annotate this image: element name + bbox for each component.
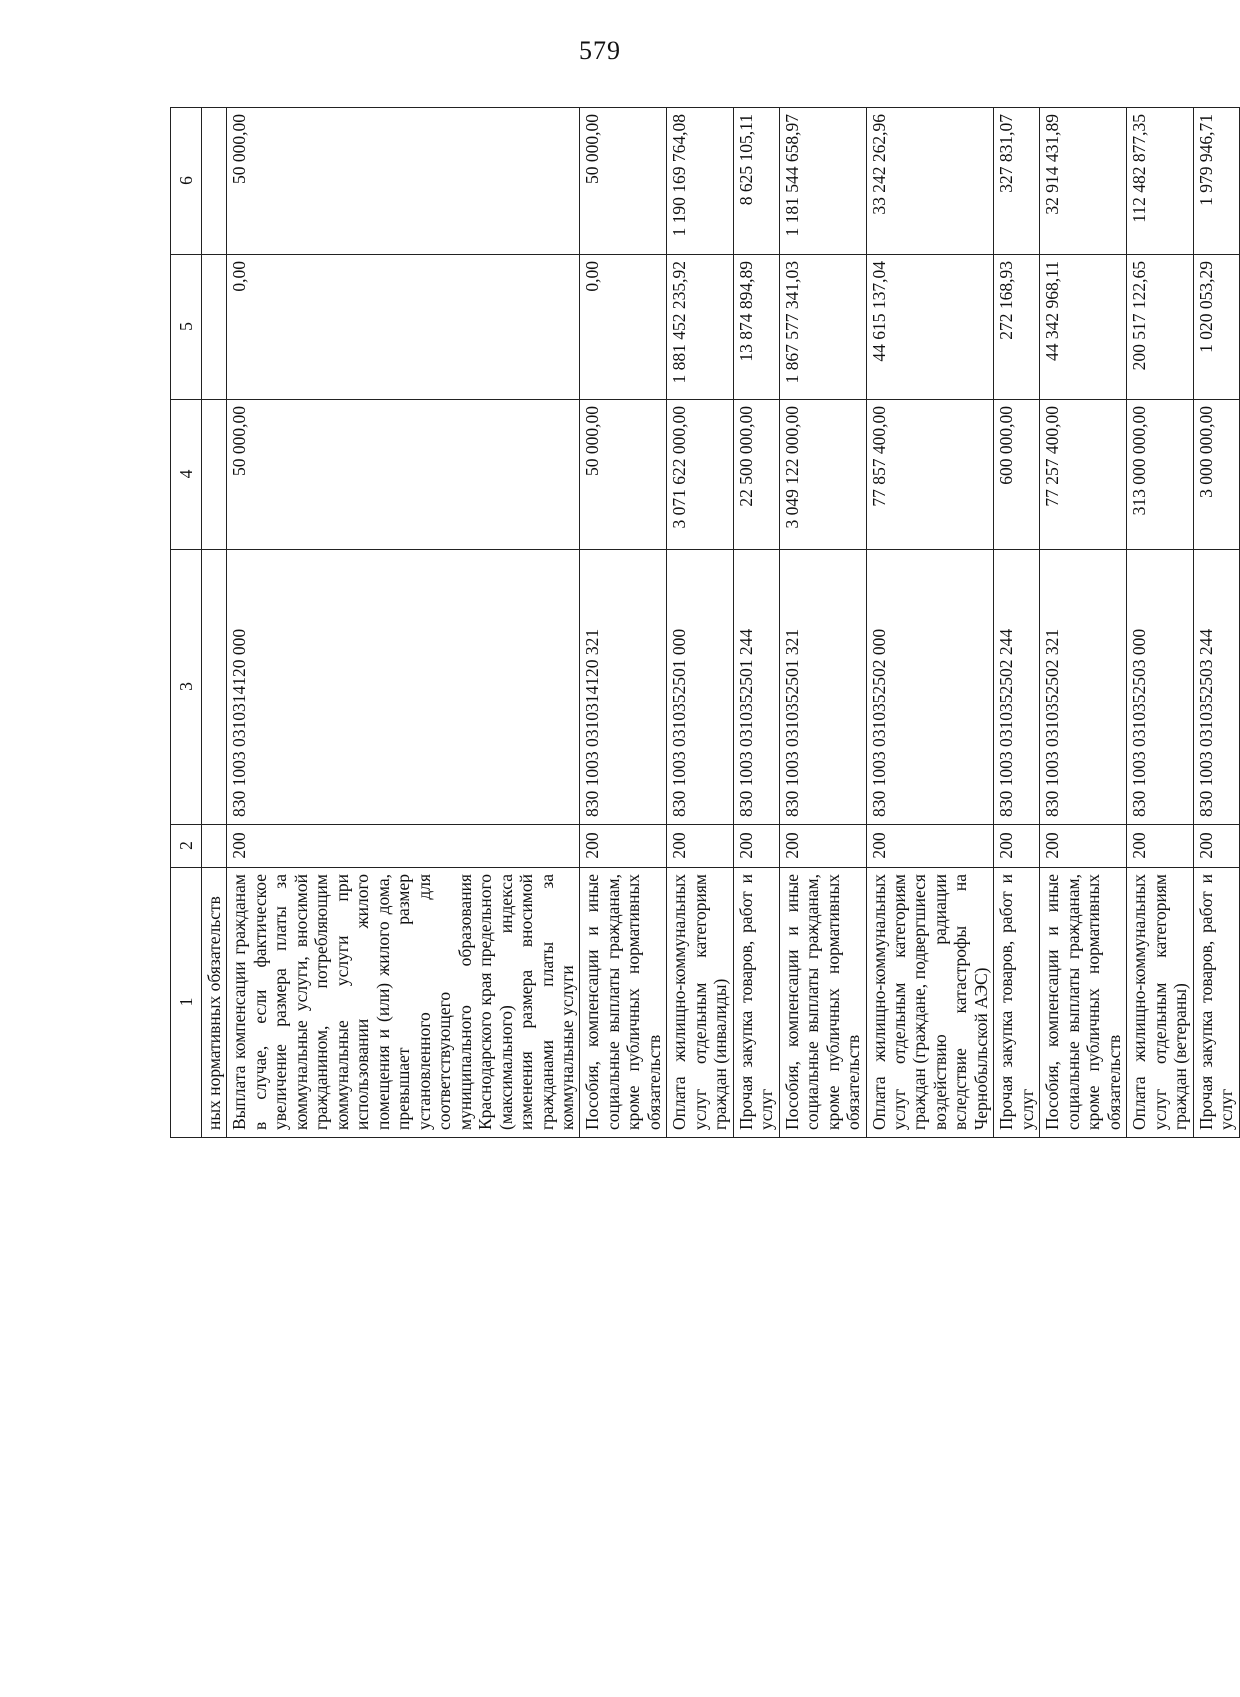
row-executed-amount-cell: 1 020 053,29: [1193, 255, 1239, 400]
row-description-cell: Прочая закупка товаров, работ и услуг: [1193, 868, 1239, 1138]
table-row: [779, 108, 866, 1138]
table-row: [227, 108, 580, 1138]
row-line-code-cell: 200: [866, 825, 994, 868]
row-line-code-cell: 200: [1040, 825, 1127, 868]
column-header-1: 1: [171, 868, 202, 1138]
row-approved-amount-cell: 3 000 000,00: [1193, 400, 1239, 550]
table-row: [202, 108, 227, 1138]
column-header-4: 4: [171, 400, 202, 550]
row-line-code-cell: 200: [779, 825, 866, 868]
row-description-cell: Прочая закупка товаров, работ и услуг: [994, 868, 1040, 1138]
row-budget-code-cell: 830 1003 0310352501 321: [779, 550, 866, 825]
table-row: [580, 108, 667, 1138]
row-description-cell: Оплата жилищно-коммунальных услуг отдельным категориям граждан (ветераны): [1127, 868, 1193, 1138]
table-row: [1040, 108, 1127, 1138]
column-header-6: 6: [171, 108, 202, 255]
row-approved-amount-cell: 77 257 400,00: [1040, 400, 1127, 550]
row-executed-amount-cell: 44 615 137,04: [866, 255, 994, 400]
row-remaining-amount-cell: 50 000,00: [227, 108, 580, 255]
row-description-cell: Пособия, компенсации и иные социальные выплаты гражданам, кроме публичных нормативных обязательств: [779, 868, 866, 1138]
row-executed-amount-cell: 0,00: [227, 255, 580, 400]
row-executed-amount-cell: 1 881 452 235,92: [667, 255, 733, 400]
column-header-3: 3: [171, 550, 202, 825]
row-remaining-amount-cell: 327 831,07: [994, 108, 1040, 255]
rotated-table-container: [170, 108, 1237, 1138]
row-budget-code-cell: 830 1003 0310352503 244: [1193, 550, 1239, 825]
row-remaining-amount-cell: 1 190 169 764,08: [667, 108, 733, 255]
row-budget-code-cell: 830 1003 0310352502 321: [1040, 550, 1127, 825]
row-line-code-cell: 200: [1193, 825, 1239, 868]
row-budget-code-cell: 830 1003 0310352502 000: [866, 550, 994, 825]
row-executed-amount-cell: 0,00: [580, 255, 667, 400]
row-description-cell: Оплата жилищно-коммунальных услуг отдельным категориям граждан (граждане, подвергшиеся воздействию радиации вследствие катастрофы на Чернобыльской АЭС): [866, 868, 994, 1138]
row-description-cell: Прочая закупка товаров, работ и услуг: [733, 868, 779, 1138]
row-remaining-amount-cell: 32 914 431,89: [1040, 108, 1127, 255]
row-remaining-amount-cell: 1 181 544 658,97: [779, 108, 866, 255]
row-executed-amount-cell: 44 342 968,11: [1040, 255, 1127, 400]
row-approved-amount-cell: 50 000,00: [227, 400, 580, 550]
row-executed-amount-cell: 272 168,93: [994, 255, 1040, 400]
row-approved-amount-cell: 3 071 622 000,00: [667, 400, 733, 550]
row-budget-code-cell: 830 1003 0310352501 000: [667, 550, 733, 825]
row-budget-code-cell: 830 1003 0310352503 000: [1127, 550, 1193, 825]
column-header-5: 5: [171, 255, 202, 400]
row-line-code-cell: 200: [580, 825, 667, 868]
row-executed-amount-cell: 200 517 122,65: [1127, 255, 1193, 400]
row-line-code-cell: 200: [733, 825, 779, 868]
row-budget-code-cell: [202, 550, 227, 825]
row-budget-code-cell: 830 1003 0310314120 321: [580, 550, 667, 825]
row-executed-amount-cell: [202, 255, 227, 400]
row-remaining-amount-cell: 1 979 946,71: [1193, 108, 1239, 255]
row-budget-code-cell: 830 1003 0310352502 244: [994, 550, 1040, 825]
row-description-cell: Выплата компенсации гражданам в случае, если фактическое увеличение размера платы за коммунальные услуги, вносимой гражданином, потребляющим коммунальные услуги при использовании жилого помещения и (или) жилого дома, превышает размер установленного для соответствующего муниципального образования Краснодарского края предельного (максимального) индекса изменения размера вносимой гражданами платы за коммунальные услуги: [227, 868, 580, 1138]
row-approved-amount-cell: 22 500 000,00: [733, 400, 779, 550]
row-executed-amount-cell: 1 867 577 341,03: [779, 255, 866, 400]
rotated-page-area: [170, 108, 1237, 1130]
table-row: [866, 108, 994, 1138]
row-line-code-cell: 200: [994, 825, 1040, 868]
row-remaining-amount-cell: 33 242 262,96: [866, 108, 994, 255]
row-description-cell: ных нормативных обязательств: [202, 868, 227, 1138]
page-number: 579: [579, 36, 621, 65]
row-approved-amount-cell: 600 000,00: [994, 400, 1040, 550]
row-description-cell: Оплата жилищно-коммунальных услуг отдельным категориям граждан (инвалиды): [667, 868, 733, 1138]
table-row: [1193, 108, 1239, 1138]
row-remaining-amount-cell: 8 625 105,11: [733, 108, 779, 255]
row-budget-code-cell: 830 1003 0310314120 000: [227, 550, 580, 825]
row-approved-amount-cell: 3 049 122 000,00: [779, 400, 866, 550]
table-row: [667, 108, 733, 1138]
row-description-cell: Пособия, компенсации и иные социальные выплаты гражданам, кроме публичных нормативных обязательств: [580, 868, 667, 1138]
row-approved-amount-cell: 77 857 400,00: [866, 400, 994, 550]
row-approved-amount-cell: 313 000 000,00: [1127, 400, 1193, 550]
row-approved-amount-cell: [202, 400, 227, 550]
column-header-2: 2: [171, 825, 202, 868]
column-number-row: [171, 108, 202, 1138]
table-row: [1127, 108, 1193, 1138]
budget-table: [170, 107, 1240, 1138]
row-approved-amount-cell: 50 000,00: [580, 400, 667, 550]
row-executed-amount-cell: 13 874 894,89: [733, 255, 779, 400]
table-row: [994, 108, 1040, 1138]
row-remaining-amount-cell: [202, 108, 227, 255]
row-line-code-cell: 200: [227, 825, 580, 868]
row-line-code-cell: 200: [667, 825, 733, 868]
row-line-code-cell: 200: [1127, 825, 1193, 868]
row-remaining-amount-cell: 112 482 877,35: [1127, 108, 1193, 255]
row-remaining-amount-cell: 50 000,00: [580, 108, 667, 255]
row-line-code-cell: [202, 825, 227, 868]
table-row: [733, 108, 779, 1138]
row-budget-code-cell: 830 1003 0310352501 244: [733, 550, 779, 825]
row-description-cell: Пособия, компенсации и иные социальные выплаты гражданам, кроме публичных нормативных обязательств: [1040, 868, 1127, 1138]
